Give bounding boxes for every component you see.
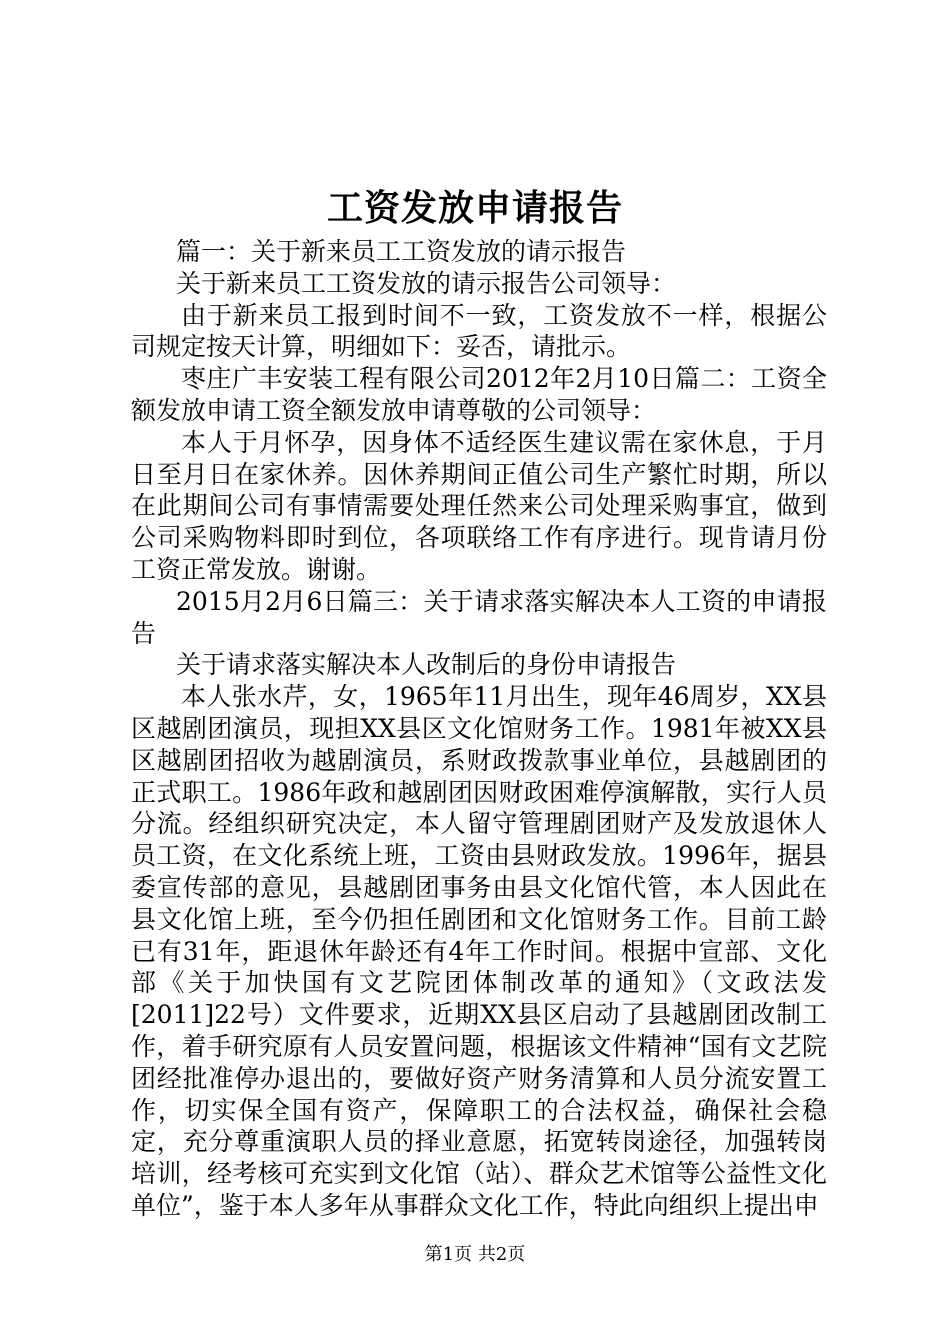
paragraph: 关于请求落实解决本人改制后的身份申请报告: [176, 650, 677, 680]
paragraph: 2015月2月6日篇三：关于请求落实解决本人工资的申请报告: [131, 586, 827, 648]
paragraph: 本人于月怀孕，因身体不适经医生建议需在家休息，于月日至月日在家休养。因休养期间正值公司生产繁忙时期，所以在此期间公司有事情需要处理任然来公司处理采购事宜，做到公司采购物料即时到位，各项联络工作有序进行。现肯请月份工资正常发放。谢谢。: [131, 427, 827, 584]
paragraph: 本人张水芹，女，1965年11月出生，现年46周岁，XX县区越剧团演员，现担XX县区文化馆财务工作。1981年被XX县区越剧团招收为越剧演员，系财政拨款事业单位，县越剧团的正式职工。1986年政和越剧团因财政困难停演解散，实行人员分流。经组织研究决定，本人留守管理剧团财产及发放退休人员工资，在文化系统上班，工资由县财政发放。1996年，据县委宣传部的意见，县越剧团事务由县文化馆代管，本人因此在县文化馆上班，至今仍担任剧团和文化馆财务工作。目前工龄已有31年，距退休年龄还有4年工作时间。根据中宣部、文化部《关于加快国有文艺院团体制改革的通知》（文政法发[2011]22号）文件要求，近期XX县区启动了县越剧团改制工作，着手研究原有人员安置问题，根据该文件精神“国有文艺院团经批准停办退出的，要做好资产财务清算和人员分流安置工作，切实保全国有资产，保障职工的合法权益，确保社会稳定，充分尊重演职人员的择业意愿，拓宽转岗途径，加强转岗培训，经考核可充实到文化馆（站）、群众艺术馆等公益性文化单位”，鉴于本人多年从事群众文化工作，特此向组织上提出申: [131, 682, 827, 1220]
paragraph: 枣庄广丰安装工程有限公司2012年2月10日篇二：工资全额发放申请工资全额发放申请尊敬的公司领导：: [131, 364, 827, 425]
paragraph: 关于新来员工工资发放的请示报告公司领导：: [176, 268, 677, 298]
paragraph: 由于新来员工报到时间不一致，工资发放不一样，根据公司规定按天计算，明细如下：妥否，请批示。: [131, 300, 827, 362]
paragraph: 篇一：关于新来员工工资发放的请示报告: [176, 237, 627, 266]
page-footer: 第1页 共2页: [424, 1244, 526, 1265]
document-title: 工资发放申请报告: [326, 187, 623, 229]
document-body: [131, 236, 827, 1222]
